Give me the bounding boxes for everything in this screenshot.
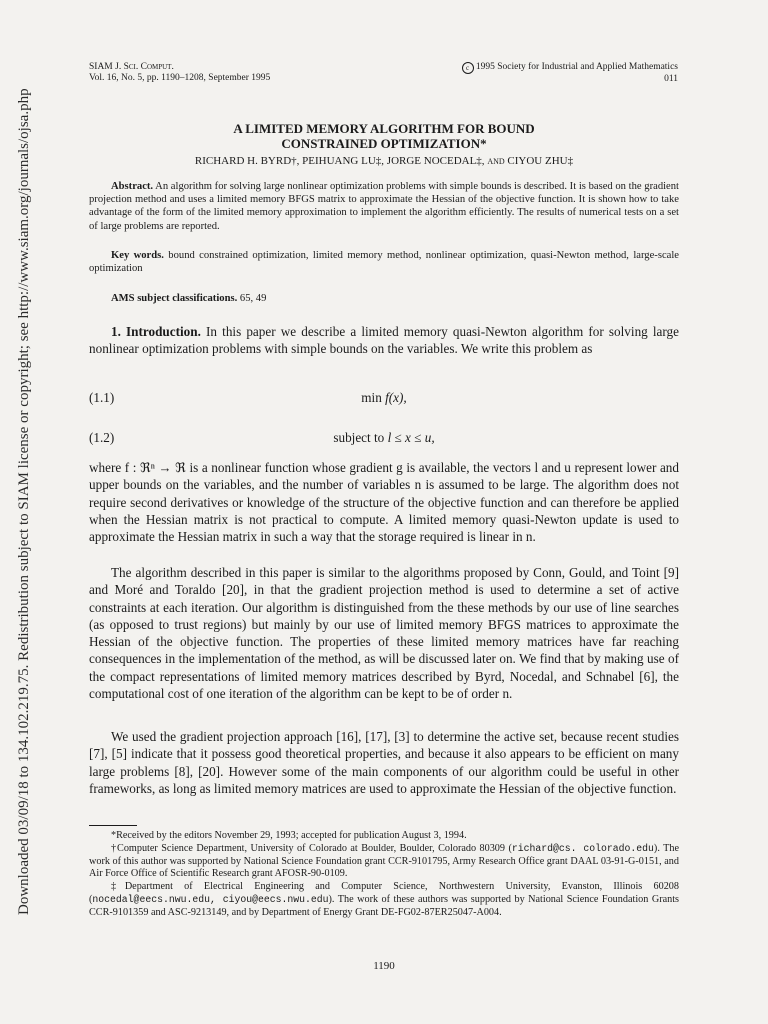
paragraph-gradient-projection: We used the gradient projection approach [16], [17], [3] to determine the active set, because recent studies [7], [5] indicate that it possess good theoretical properties, and because it also appears to be efficient on many large problems [8], [20]. However some of the main components of our algorithm could be useful in other frameworks, as long as limited memory matrices are used to approximate the Hessian of the objective function. (89, 729, 679, 796)
eq-bounds: l ≤ x ≤ u, (387, 430, 435, 445)
abstract-text: An algorithm for solving large nonlinear optimization problems with simple bounds is described. It is based on the gradient projection method and uses a limited memory BFGS matrix to approximate the Hessian of the objective function. It is shown how to take advantage of the form of the limited memory approximation to implement the algorithm efficiently. The results of numerical tests on a set of large problems are reported. (89, 181, 679, 232)
journal-small-caps: Sci. Comput. (123, 62, 174, 72)
section-heading: 1. Introduction. (111, 324, 201, 339)
title-line-2: CONSTRAINED OPTIMIZATION* (281, 136, 487, 151)
authors-text: RICHARD H. BYRD†, PEIHUANG LU‡, JORGE NOCEDAL‡, (194, 155, 488, 167)
keywords-text: bound constrained optimization, limited memory method, nonlinear optimization, quasi-Newton method, large-scale optimization (89, 250, 680, 275)
equation-expression (89, 429, 679, 446)
intro-text: In this paper we describe a limited memory quasi-Newton algorithm for solving large nonlinear optimization problems with simple bounds on the variables. We write this problem as (89, 324, 679, 357)
footnote-byrd (89, 843, 679, 881)
eq-subject-to: subject to (333, 430, 388, 445)
equation-number: (1.2) (89, 430, 115, 445)
ams-label: AMS subject classifications. (111, 293, 238, 304)
journal-prefix: SIAM J. (89, 62, 124, 72)
footnote-text: ‡Department of Electrical Engineering and Computer Science, Northwestern University, Evanston, Illinois 60208 ( (89, 881, 679, 905)
copyright-text: 1995 Society for Industrial and Applied Mathematics (475, 62, 678, 72)
eq-args: (x), (388, 390, 407, 405)
ams-classification (111, 292, 266, 305)
copyright-icon: c (462, 62, 474, 74)
ams-text: 65, 49 (237, 293, 267, 304)
equation-expression (89, 389, 679, 406)
authors-last: CIYOU ZHU‡ (504, 155, 574, 167)
page-number: 1190 (373, 960, 395, 972)
journal-header-left (89, 62, 270, 84)
introduction-paragraph (89, 323, 679, 358)
footnote-received: *Received by the editors November 29, 1993; accepted for publication August 3, 1994. (111, 830, 467, 841)
abstract (89, 180, 679, 233)
key-words (89, 249, 679, 275)
paragraph-algorithm: The algorithm described in this paper is similar to the algorithms proposed by Conn, Gould, and Toint [9] and Moré and Toraldo [20], in that the gradient projection method is used to determine a set of active constraints at each iteration. Our algorithm is distinguished from the these methods by our use of line searches (as opposed to trust regions) but mainly by our use of limited memory BFGS matrices to approximate the Hessian of the objective function. The properties of these limited memory matrices have far reaching consequences in the implementation of the method, as will be discussed later on. We find that by making use of the compact representations of limited memory matrices described by Byrd, Nocedal, and Schnabel [6], the computational cost of one iteration of the algorithm can be kept to be of order n. (89, 565, 679, 702)
eq-f: f (385, 390, 389, 405)
authors-and: and (487, 155, 505, 167)
keywords-label: Key words. (111, 250, 164, 261)
email-address: richard@cs. colorado.edu (511, 842, 654, 854)
footnote-text: †Computer Science Department, University of Colorado at Boulder, Boulder, Colorado 80309 ( (111, 842, 512, 854)
volume-line: Vol. 16, No. 5, pp. 1190–1208, September 1995 (89, 73, 271, 83)
paper-title (89, 121, 679, 151)
email-address: nocedal@eecs.nwu.edu, ciyou@eecs.nwu.edu (92, 893, 329, 905)
journal-name (89, 62, 270, 73)
footnote-divider (89, 825, 137, 826)
abstract-label: Abstract. (111, 181, 154, 192)
article-code: 011 (664, 74, 678, 84)
footnotes (89, 830, 679, 920)
journal-header-right (462, 62, 678, 85)
footnote-text: ). The work of this author was supported by National Science Foundation grant CCR-9101795, Army Research Office grant DAAL 03-91-G-0151, and Air Force Office of Scientific Research grant AFOSR-90-0109. (89, 842, 679, 880)
footnote-northwestern (89, 881, 679, 919)
download-notice: Downloaded 03/09/18 to 134.102.219.75. Redistribution subject to SIAM license or copyright; see http://www.siam.org/journals/ojsa.php (16, 88, 32, 915)
equation-number: (1.1) (89, 390, 115, 405)
author-list (89, 155, 679, 168)
footnote-text: ). The work of these authors was supported by National Science Foundation Grants CCR-9101359 and ASC-9213149, and by Department of Energy Grant DE-FG02-87ER25047-A004. (89, 893, 679, 918)
paragraph-where: where f : ℜⁿ → ℜ is a nonlinear function whose gradient g is available, the vectors l and u represent lower and upper bounds on the variables, and the number of variables n is assumed to be large. The algorithm does not require second derivatives or knowledge of the structure of the objective function and can therefore be applied when the Hessian matrix is not practical to compute. A limited memory quasi-Newton update is used to approximate the Hessian matrix in such a way that the storage required is linear in n. (89, 460, 679, 545)
copyright-line (462, 62, 678, 74)
title-line-1: A LIMITED MEMORY ALGORITHM FOR BOUND (233, 121, 535, 136)
eq-min: min (361, 390, 386, 405)
